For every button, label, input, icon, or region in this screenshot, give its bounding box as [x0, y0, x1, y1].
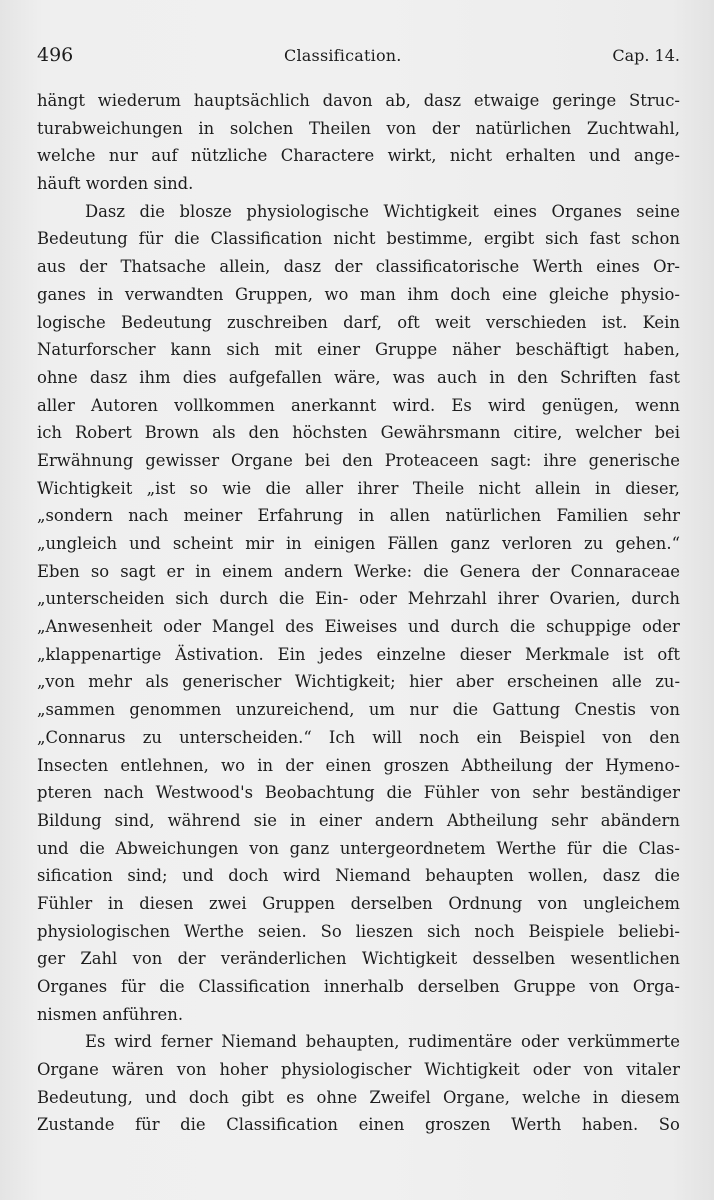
text-line: häuft worden sind.	[37, 174, 194, 194]
text-line: pteren nach Westwood's Beobachtung die Fühler von sehr beständiger	[37, 783, 680, 803]
running-title: Classification.	[284, 46, 402, 65]
text-line: Insecten entlehnen, wo in der einen groszen Abtheilung der Hymeno-	[37, 755, 680, 775]
text-line: Bedeutung für die Classification nicht bestimme, ergibt sich fast schon	[37, 229, 680, 249]
text-line: welche nur auf nützliche Charactere wirkt, nicht erhalten und ange-	[37, 146, 680, 166]
text-line: aus der Thatsache allein, dasz der classificatorische Werth eines Or-	[37, 257, 680, 277]
text-line: Organe wären von hoher physiologischer Wichtigkeit oder von vitaler	[37, 1060, 680, 1080]
text-line: nismen anführen.	[37, 1004, 184, 1024]
text-line: und die Abweichungen von ganz untergeordnetem Werthe für die Clas-	[37, 838, 680, 858]
page-number: 496	[37, 44, 74, 66]
text-line: ger Zahl von der veränderlichen Wichtigkeit desselben wesentlichen	[37, 949, 680, 969]
text-line: „von mehr als generischer Wichtigkeit; hier aber erscheinen alle zu-	[37, 672, 680, 692]
text-line: „Anwesenheit oder Mangel des Eiweises und durch die schuppige oder	[37, 617, 680, 637]
text-line: Erwähnung gewisser Organe bei den Proteaceen sagt: ihre generische	[37, 450, 680, 470]
text-line: turabweichungen in solchen Theilen von der natürlichen Zuchtwahl,	[37, 118, 680, 138]
page-header	[37, 44, 680, 74]
text-line: logische Bedeutung zuschreiben darf, oft weit verschieden ist. Kein	[37, 312, 680, 332]
text-line: Dasz die blosze physiologische Wichtigkeit eines Organes seine	[85, 201, 680, 221]
text-line: „sondern nach meiner Erfahrung in allen natürlichen Familien sehr	[37, 506, 680, 526]
text-line: Zustande für die Classification einen groszen Werth haben. So	[37, 1115, 680, 1135]
text-line: „klappenartige Ästivation. Ein jedes einzelne dieser Merkmale ist oft	[37, 644, 680, 664]
text-line: ich Robert Brown als den höchsten Gewährsmann citire, welcher bei	[37, 423, 680, 443]
text-line: ohne dasz ihm dies aufgefallen wäre, was auch in den Schriften fast	[37, 367, 680, 387]
text-line: „Connarus zu unterscheiden.“ Ich will noch ein Beispiel von den	[37, 727, 680, 747]
text-line: „sammen genommen unzureichend, um nur die Gattung Cnestis von	[37, 700, 680, 720]
text-line: ganes in verwandten Gruppen, wo man ihm doch eine gleiche physio-	[37, 284, 680, 304]
text-line: „unterscheiden sich durch die Ein- oder Mehrzahl ihrer Ovarien, durch	[37, 589, 680, 609]
text-line: Eben so sagt er in einem andern Werke: die Genera der Connaraceae	[37, 561, 680, 581]
text-line: „ungleich und scheint mir in einigen Fällen ganz verloren zu gehen.“	[37, 534, 680, 553]
text-line: Fühler in diesen zwei Gruppen derselben Ordnung von ungleichem	[37, 893, 680, 913]
text-line: Bedeutung, und doch gibt es ohne Zweifel Organe, welche in diesem	[37, 1087, 680, 1107]
text-line: hängt wiederum hauptsächlich davon ab, dasz etwaige geringe Struc-	[37, 91, 680, 110]
chapter-label: Cap. 14.	[612, 46, 680, 65]
text-line: aller Autoren vollkommen anerkannt wird. Es wird genügen, wenn	[37, 395, 680, 415]
text-line: Naturforscher kann sich mit einer Gruppe näher beschäftigt haben,	[37, 340, 680, 360]
text-line: Wichtigkeit „ist so wie die aller ihrer Theile nicht allein in dieser,	[37, 478, 680, 498]
body-text	[37, 87, 680, 1139]
text-line: Bildung sind, während sie in einer andern Abtheilung sehr abändern	[37, 810, 680, 830]
text-line: physiologischen Werthe seien. So lieszen sich noch Beispiele beliebi-	[37, 921, 680, 941]
text-line: sification sind; und doch wird Niemand behaupten wollen, dasz die	[37, 866, 680, 886]
text-line: Es wird ferner Niemand behaupten, rudimentäre oder verkümmerte	[85, 1032, 680, 1052]
text-line: Organes für die Classification innerhalb derselben Gruppe von Orga-	[37, 977, 680, 996]
